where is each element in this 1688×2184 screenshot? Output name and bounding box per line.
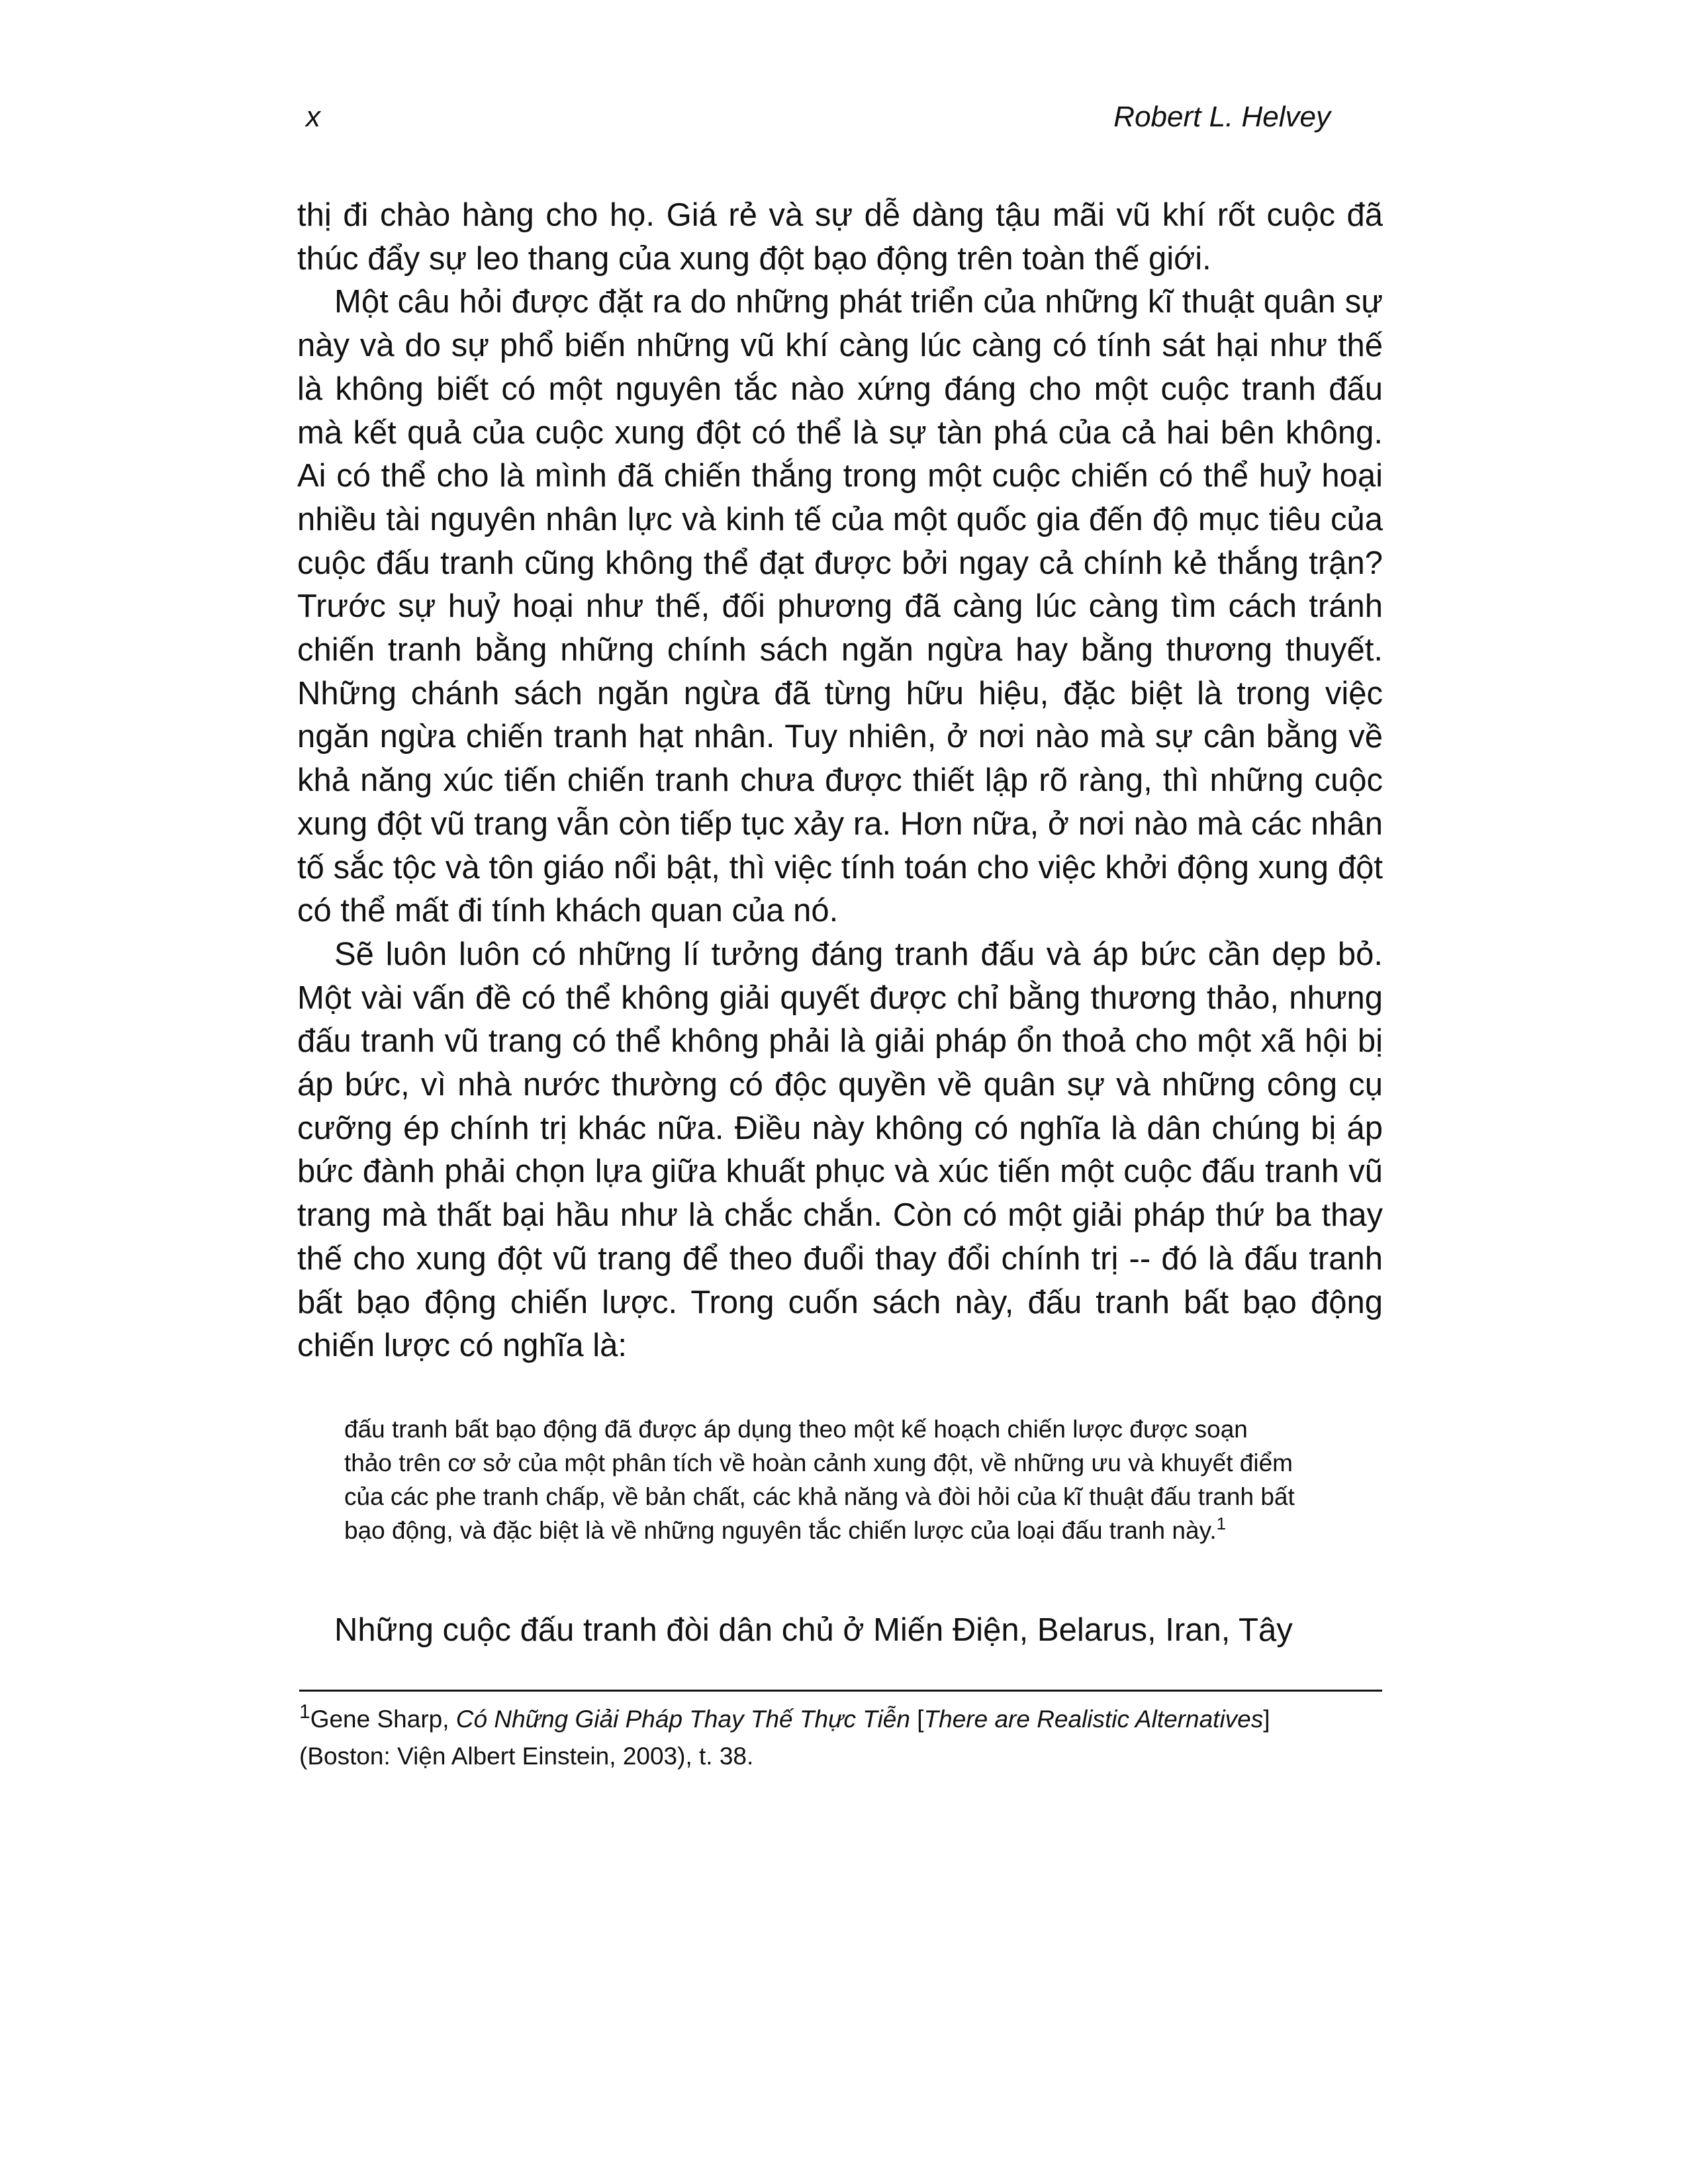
footnote-title-vi: Có Những Giải Pháp Thay Thế Thực Tiễn [455, 1706, 910, 1733]
footnote-publication: (Boston: Viện Albert Einstein, 2003), t. 38. [299, 1743, 754, 1770]
running-header-author: Robert L. Helvey [1113, 101, 1331, 133]
page-number: x [306, 101, 320, 133]
footnote-author: Gene Sharp, [310, 1706, 456, 1733]
footnote-divider [299, 1690, 1382, 1692]
block-quote-text: đấu tranh bất bạo động đã được áp dụng theo một kế hoạch chiến lược được soạn thảo trên cơ sở của một phân tích về hoàn cảnh xung đột, về những ưu và khuyết điểm của các phe tranh chấp, về bản chất, các khả năng và đòi hỏi của kĩ thuật đấu tranh bất bạo động, và đặc biệt là về những nguyên tắc chiến lược của loại đấu tranh này. [344, 1416, 1295, 1544]
continuation-paragraph: Những cuộc đấu tranh đòi dân chủ ở Miến Điện, Belarus, Iran, Tây [334, 1612, 1293, 1648]
footnote-bracket-open: [ [910, 1706, 924, 1733]
paragraph-3: Sẽ luôn luôn có những lí tưởng đáng tranh đấu và áp bức cần dẹp bỏ. Một vài vấn đề có thể không giải quyết được chỉ bằng thương thảo, nhưng đấu tranh vũ trang có thể không phải là giải pháp ổn thoả cho một xã hội bị áp bức, vì nhà nước thường có độc quyền về quân sự và những công cụ cưỡng ép chính trị khác nữa. Điều này không có nghĩa là dân chúng bị áp bức đành phải chọn lựa giữa khuất phục và xúc tiến một cuộc đấu tranh vũ trang mà thất bại hầu như là chắc chắn. Còn có một giải pháp thứ ba thay thế cho xung đột vũ trang để theo đuổi thay đổi chính trị -- đó là đấu tranh bất bạo động chiến lược. Trong cuốn sách này, đấu tranh bất bạo động chiến lược có nghĩa là: [297, 936, 1383, 1364]
running-header [306, 94, 1331, 140]
block-quote [344, 1412, 1297, 1547]
body-text [297, 194, 1383, 1368]
footnote-bracket-close: ] [1263, 1706, 1270, 1733]
footnote-reference[interactable]: 1 [1216, 1514, 1227, 1533]
footnote-title-en: There are Realistic Alternatives [923, 1706, 1264, 1733]
paragraph-1: thị đi chào hàng cho họ. Giá rẻ và sự dễ dàng tậu mãi vũ khí rốt cuộc đã thúc đẩy sự leo thang của xung đột bạo động trên toàn thế giới. [297, 197, 1383, 277]
footnote-marker: 1 [299, 1701, 310, 1723]
footnote [299, 1701, 1385, 1775]
paragraph-2: Một câu hỏi được đặt ra do những phát triển của những kĩ thuật quân sự này và do sự phổ biến những vũ khí càng lúc càng có tính sát hại như thế là không biết có một nguyên tắc nào xứng đáng cho một cuộc tranh đấu mà kết quả của cuộc xung đột có thể là sự tàn phá của cả hai bên không. Ai có thể cho là mình đã chiến thắng trong một cuộc chiến có thể huỷ hoại nhiều tài nguyên nhân lực và kinh tế của một quốc gia đến độ mục tiêu của cuộc đấu tranh cũng không thể đạt được bởi ngay cả chính kẻ thắng trận? Trước sự huỷ hoại như thế, đối phương đã càng lúc càng tìm cách tránh chiến tranh bằng những chính sách ngăn ngừa hay bằng thương thuyết. Những chánh sách ngăn ngừa đã từng hữu hiệu, đặc biệt là trong việc ngăn ngừa chiến tranh hạt nhân. Tuy nhiên, ở nơi nào mà sự cân bằng về khả năng xúc tiến chiến tranh chưa được thiết lập rõ ràng, thì những cuộc xung đột vũ trang vẫn còn tiếp tục xảy ra. Hơn nữa, ở nơi nào mà các nhân tố sắc tộc và tôn giáo nổi bật, thì việc tính toán cho việc khởi động xung đột có thể mất đi tính khách quan của nó. [297, 284, 1383, 929]
